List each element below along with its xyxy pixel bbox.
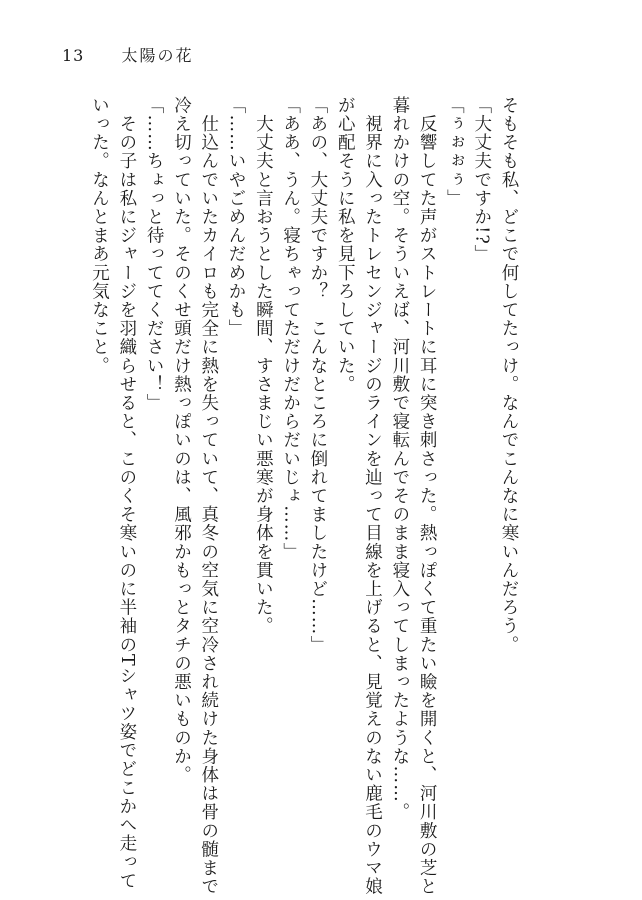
text-line: 仕込んでいたカイロも完全に熱を失っていて、真冬の空気に空冷され続けた身体は骨の髄まで [198,96,219,896]
text-line: 「大丈夫ですか!?」 [471,96,492,264]
text-line: 「ああ、うん。寝ちゃってただけだからだいじょ……」 [280,96,301,561]
text-line: 大丈夫と言おうとした瞬間、すさまじい悪寒が身体を貫いた。 [253,96,274,636]
text-line: 暮れかけの空。そういえば、河川敷で寝転んでそのまま寝入ってしまったような……。 [389,96,410,822]
text-line: 「あの、大丈夫ですか？ こんなところに倒れてましたけど……」 [307,96,328,654]
text-line: その子は私にジャージを羽織らせると、このくそ寒いのに半袖のTシャツ姿でどこかへ走って [116,96,137,890]
text-line: 視界に入ったトレセンジャージのラインを辿って目線を上げると、見覚えのない鹿毛のウマ娘 [362,96,383,896]
text-line: 「……ちょっと待っててください！」 [144,96,165,413]
page-header [62,46,193,66]
chapter-title: 太陽の花 [121,46,194,65]
text-line: そもそも私、どこで何してたっけ。なんでこんなに寒いんだろう。 [499,96,519,654]
text-line: 「……いやごめんだめかも」 [226,96,247,338]
text-line: 冷え切っていた。そのくせ頭だけ熱っぽいのは、風邪かもっとタチの悪いものか。 [171,96,192,785]
text-line: が心配そうに私を見下ろしていた。 [335,96,356,394]
vertical-body-text [85,96,522,896]
text-line: 反響してた声がストレートに耳に突き刺さった。熱っぽくて重たい瞼を開くと、河川敷の芝と [417,96,438,896]
text-line: 「ぅぉぉぅ」 [444,96,465,208]
page-number: 13 [62,46,85,65]
text-line: いった。なんとまあ元気なこと。 [89,96,110,375]
